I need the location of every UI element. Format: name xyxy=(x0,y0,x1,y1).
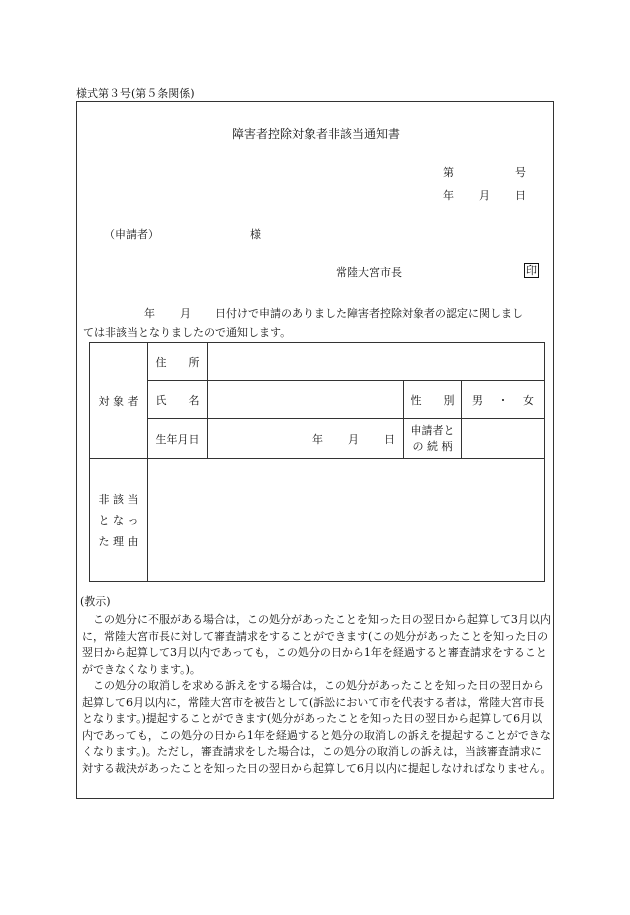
date-year: 年 xyxy=(443,189,454,202)
relation-label-line2: の 続 柄 xyxy=(412,439,453,453)
seal-mark xyxy=(524,263,539,278)
address-label-cell xyxy=(148,343,208,381)
birth-day: 日 xyxy=(384,433,395,446)
target-person-table xyxy=(89,342,545,582)
relation-label-line1: 申請者と xyxy=(410,423,455,437)
reason-label-line3: た 理 由 xyxy=(98,534,139,548)
address-label: 住 所 xyxy=(155,355,200,369)
name-label: 氏 名 xyxy=(155,393,200,407)
birth-value[interactable] xyxy=(208,419,404,459)
address-value[interactable] xyxy=(208,343,545,381)
document-title: 障害者控除対象者非該当通知書 xyxy=(232,127,401,141)
relation-label-cell xyxy=(404,419,462,459)
relation-value[interactable] xyxy=(462,419,545,459)
doc-no-go: 号 xyxy=(515,166,526,179)
birth-label: 生年月日 xyxy=(155,432,200,446)
applicant-label: （申請者） xyxy=(104,228,159,241)
notice-paragraph-2: この処分の取消しを求める訴えをする場合は，この処分があったことを知った日の翌日から起算して6月以内に，常陸大宮市を被告として(訴訟において市を代表する者は，常陸大宮市長となります。)提起することができます(処分があったことを知った日の翌日から起算して6月以内であっても，この処分の日から1年を経過すると処分の取消しの訴えを提起することができなくなります。)。ただし，審査請求をした場合は，この処分の取消しの訴えは，当該審査請求に対する裁決があったことを知った日の翌日から起算して6月以内に提起しなければなりません。 xyxy=(82,679,552,775)
notice-paragraph-1: この処分に不服がある場合は，この処分があったことを知った日の翌日から起算して3月以内に，常陸大宮市長に対して審査請求をすることができます(この処分があったことを知った日の翌日から起算して3月以内であっても，この処分の日から1年を経過すると審査請求をすることができなくなります。)。 xyxy=(82,613,551,676)
reason-label-line1: 非 該 当 xyxy=(98,492,139,506)
body-line2: ては非該当となりましたので通知します。 xyxy=(83,326,292,339)
body-month: 月 xyxy=(180,307,191,320)
date-month: 月 xyxy=(479,189,490,202)
sex-options: 男 ・ 女 xyxy=(472,393,534,407)
target-label: 対 象 者 xyxy=(98,394,139,408)
body-year: 年 xyxy=(144,307,155,320)
birth-month: 月 xyxy=(348,433,359,446)
form-number: 様式第３号(第５条関係) xyxy=(76,87,195,100)
name-label-cell xyxy=(148,381,208,419)
date-day: 日 xyxy=(515,189,526,202)
birth-label-cell xyxy=(148,419,208,459)
name-value[interactable] xyxy=(208,381,404,419)
target-label-cell xyxy=(90,343,148,459)
applicant-sama: 様 xyxy=(250,228,261,241)
birth-year: 年 xyxy=(312,433,323,446)
issuer-name: 常陸大宮市長 xyxy=(336,266,402,279)
reason-value[interactable] xyxy=(148,459,545,582)
seal-text: 印 xyxy=(526,264,537,277)
reason-label-cell xyxy=(90,459,148,582)
notice-heading: (教示) xyxy=(80,595,111,608)
sex-label-cell xyxy=(404,381,462,419)
sex-label: 性 別 xyxy=(410,393,455,407)
body-line1: 日付けで申請のありました障害者控除対象者の認定に関しまし xyxy=(215,307,523,320)
doc-no-dai: 第 xyxy=(443,166,454,179)
sex-value[interactable] xyxy=(462,381,545,419)
reason-label-line2: と な っ xyxy=(98,513,139,527)
